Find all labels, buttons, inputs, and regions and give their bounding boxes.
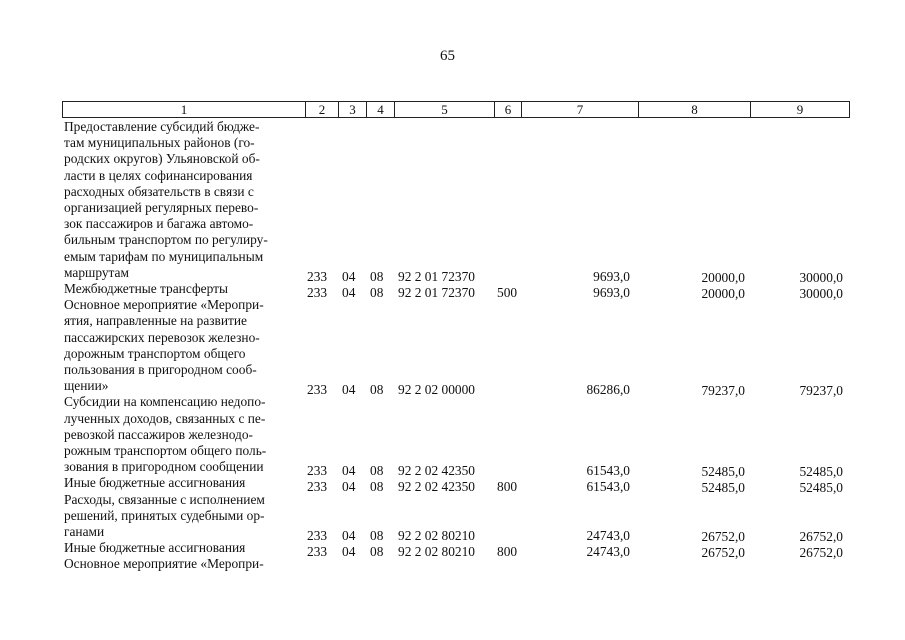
amount-col-9: 26752,0 <box>799 545 843 561</box>
amount-col-8: 20000,0 <box>701 286 745 301</box>
row-name-line: лученных доходов, связанных с пе- <box>64 410 266 426</box>
row-name-line: емым тарифам по муниципальным <box>64 248 264 264</box>
code-col-3: 04 <box>342 285 356 300</box>
code-col-3: 04 <box>342 463 356 479</box>
header-cell-3: 3 <box>339 102 367 117</box>
code-col-4: 08 <box>370 285 384 300</box>
amount-col-8: 52485,0 <box>701 480 745 496</box>
row-name-line: Субсидии на компенсацию недопо- <box>64 394 266 410</box>
row-name-line: ятия, направленные на развитие <box>64 313 247 329</box>
code-col-5: 92 2 02 42350 <box>398 463 475 479</box>
code-col-5: 92 2 02 80210 <box>398 528 475 543</box>
code-col-3: 04 <box>342 268 356 284</box>
header-cell-7: 7 <box>522 102 639 117</box>
amount-col-7: 9693,0 <box>593 268 630 284</box>
code-col-5: 92 2 02 42350 <box>398 479 475 495</box>
code-col-3: 04 <box>342 479 356 495</box>
code-col-4: 08 <box>370 268 384 284</box>
row-name-line: ласти в целях софинансирования <box>64 167 253 183</box>
row-name-line: Расходы, связанные с исполнением <box>64 491 265 507</box>
amount-col-7: 61543,0 <box>586 463 630 479</box>
row-name-line: щении» <box>64 378 109 394</box>
code-col-5: 92 2 02 00000 <box>398 382 475 398</box>
amount-col-7: 9693,0 <box>593 285 630 300</box>
code-col-6: 800 <box>497 544 518 560</box>
amount-col-8: 26752,0 <box>701 545 745 561</box>
code-col-6: 500 <box>497 285 518 300</box>
code-col-4: 08 <box>370 479 384 495</box>
header-cell-2: 2 <box>306 102 339 117</box>
row-name-line: ганами <box>64 524 105 539</box>
amount-col-9: 26752,0 <box>799 529 843 544</box>
row-name-line: бильным транспортом по регулиру- <box>64 232 268 248</box>
code-col-4: 08 <box>370 463 384 479</box>
code-col-3: 04 <box>342 544 356 560</box>
amount-col-8: 20000,0 <box>701 269 745 285</box>
table-header <box>62 101 850 118</box>
header-cell-4: 4 <box>367 102 395 117</box>
row-name-line: там муниципальных районов (го- <box>64 135 255 151</box>
amount-col-7: 24743,0 <box>586 528 630 543</box>
code-col-5: 92 2 02 80210 <box>398 544 475 560</box>
amount-col-8: 52485,0 <box>701 464 745 480</box>
header-cell-5: 5 <box>395 102 495 117</box>
code-col-3: 04 <box>342 382 356 398</box>
code-col-2: 233 <box>307 544 328 560</box>
amount-col-9: 30000,0 <box>799 269 843 285</box>
code-col-2: 233 <box>307 479 328 495</box>
code-col-2: 233 <box>307 268 328 284</box>
code-col-4: 08 <box>370 382 384 398</box>
amount-col-9: 52485,0 <box>799 480 843 496</box>
header-cell-6: 6 <box>495 102 522 117</box>
code-col-4: 08 <box>370 528 384 543</box>
amount-col-8: 26752,0 <box>701 529 745 544</box>
code-col-2: 233 <box>307 285 328 300</box>
row-name-line: Иные бюджетные ассигнования <box>64 475 246 491</box>
amount-col-7: 24743,0 <box>586 544 630 560</box>
amount-col-8: 79237,0 <box>701 383 745 399</box>
code-col-5: 92 2 01 72370 <box>398 285 475 300</box>
row-name-line: родских округов) Ульяновской об- <box>64 151 260 167</box>
amount-col-7: 86286,0 <box>586 382 630 398</box>
code-col-6: 800 <box>497 479 518 495</box>
page-number: 65 <box>440 48 455 64</box>
row-name-line: зования в пригородном сообщении <box>64 459 264 475</box>
code-col-2: 233 <box>307 528 328 543</box>
row-name-line: пассажирских перевозок железно- <box>64 329 260 345</box>
row-name-line: организацией регулярных перево- <box>64 200 259 215</box>
row-name-line: ревозкой пассажиров железнодо- <box>64 426 254 442</box>
row-name-line: Предоставление субсидий бюдже- <box>64 119 260 134</box>
amount-col-7: 61543,0 <box>586 479 630 495</box>
amount-col-9: 30000,0 <box>799 286 843 301</box>
code-col-4: 08 <box>370 544 384 560</box>
code-col-2: 233 <box>307 382 328 398</box>
row-name-line: зок пассажиров и багажа автомо- <box>64 216 254 232</box>
amount-col-9: 52485,0 <box>799 464 843 480</box>
amount-col-9: 79237,0 <box>799 383 843 399</box>
code-col-5: 92 2 01 72370 <box>398 268 475 284</box>
header-cell-8: 8 <box>639 102 751 117</box>
header-cell-9: 9 <box>796 102 804 117</box>
row-name-line: Основное мероприятие «Меропри- <box>64 556 264 572</box>
row-name-line: дорожным транспортом общего <box>64 345 246 361</box>
row-name-line: решений, принятых судебными ор- <box>64 507 265 523</box>
row-name-line: Основное мероприятие «Меропри- <box>64 297 264 313</box>
header-cell-1: 1 <box>63 102 306 117</box>
row-name-line: Межбюджетные трансферты <box>64 281 228 296</box>
row-name-line: рожным транспортом общего поль- <box>64 443 267 458</box>
row-name-line: пользования в пригородном сооб- <box>64 362 257 377</box>
code-col-2: 233 <box>307 463 328 479</box>
row-name-line: расходных обязательств в связи с <box>64 183 254 199</box>
row-name-line: маршрутам <box>64 264 129 280</box>
code-col-3: 04 <box>342 528 356 543</box>
row-name-line: Иные бюджетные ассигнования <box>64 540 246 556</box>
